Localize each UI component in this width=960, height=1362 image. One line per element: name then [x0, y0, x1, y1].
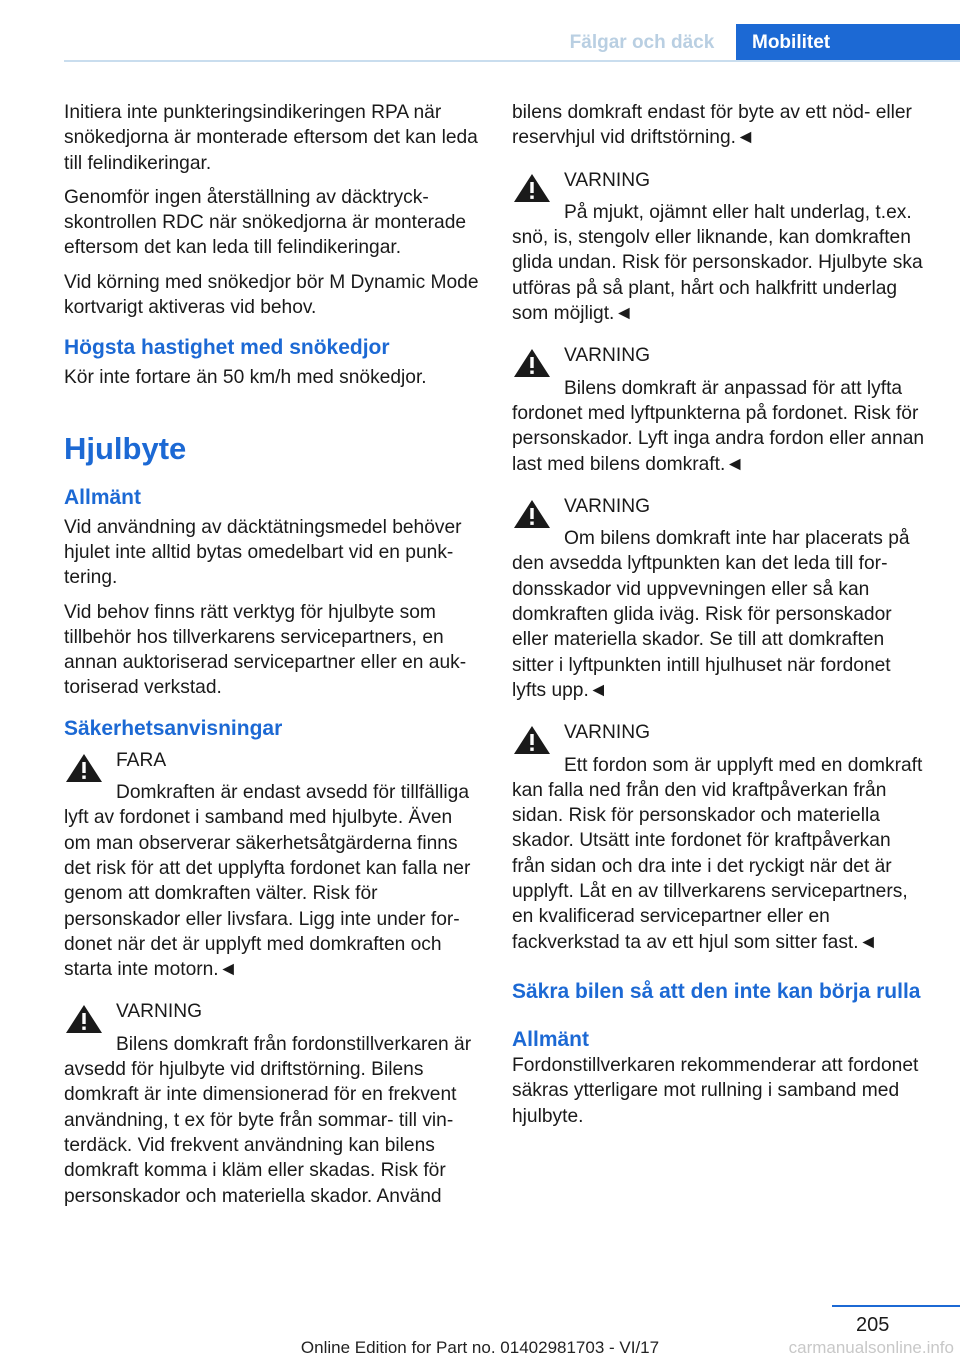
danger-text: Domkraften är endast avsedd för tillfälliga lyft av fordonet i samband med hjulbyte. Även om man observerar säkerhetsåtgärderna finns det risk för att det upplyfta fordonet kan falla ner genom att domkraften välter. Risk för personskador eller livsfara. Ligg inte under fordonet när det är upplyft med domkraften och starta inte motorn.◄ [64, 782, 471, 981]
warning-notice-1 [64, 999, 480, 1208]
warning-triangle-icon [512, 346, 552, 380]
footer-edition: Online Edition for Part no. 01402981703 - VI/17 [300, 1338, 660, 1357]
paragraph-max-speed: Kör inte fortare än 50 km/h med snökedjor. [64, 367, 427, 389]
warning-text-5: Ett fordon som är upplyft med en domkraft kan falla ned från den vid kraftpåverkan från sidan. Risk för personskador och materiella skador. Utsätt inte fordonet för kraftpåverkan från sidan och dra inte i det ryckigt när det är upplyft. Låt en av tillverkarens servicepartners, en kvalificerad servicepartner eller en fackverkstad ta av ett hjul som sitter fast.◄ [512, 754, 923, 953]
heading-max-speed: Högsta hastighet med snökedjor [64, 336, 390, 360]
warning-title-3: VARNING [564, 345, 650, 367]
paragraph-m-dynamic: Vid körning med snökedjor bör M Dynamic Mode kortvarigt aktiveras vid behov. [64, 271, 479, 319]
paragraph-continued: bilens domkraft endast för byte av ett nöd- eller reservhjul vid driftstörning.◄ [512, 102, 912, 149]
warning-triangle-icon [64, 1002, 104, 1036]
paragraph-general-2: Vid behov finns rätt verktyg för hjulbyte som tillbehör hos tillverkarens servicepartners, en annan auktoriserad servicepartner eller en auktoriserad verkstad. [64, 601, 467, 699]
warning-text-1: Bilens domkraft från fordonstillverkaren är avsedd för hjulbyte vid driftstörning. Bilens domkraft är inte dimensionerad för en frekvent användning, t ex för byte från sommar- till vinterdäck. Vid frekvent användning kan bilens domkraft komma i kläm eller skadas. Risk för personskador och materiella skador. Använd [64, 1033, 472, 1207]
warning-title-4: VARNING [564, 495, 650, 517]
watermark: carmanualsonline.info [788, 1338, 954, 1357]
paragraph-general-1: Vid användning av däcktätningsmedel behöver hjulet inte alltid bytas omedelbart vid en punktering. [64, 516, 462, 589]
warning-text-3: Bilens domkraft är anpassad för att lyfta fordonet med lyftpunkterna på fordonet. Risk för personskador. Lyft inga andra fordon eller annan last med bilens domkraft.◄ [512, 377, 925, 475]
warning-text-4: Om bilens domkraft inte har placerats på den avsedda lyftpunkten kan det leda till fordonsskador vid uppvevningen eller så kan domkraften glida iväg. Risk för personskador eller materiella skador. Se till att domkraften sitter i lyftpunkten intill hjulhuset när fordonet lyfts upp.◄ [512, 528, 910, 701]
paragraph-rpa: Initiera inte punkteringsindikeringen RPA när snökedjorna är monterade eftersom det kan leda till felindikeringar. [64, 102, 478, 174]
warning-notice-5 [512, 720, 928, 955]
warning-notice-4 [512, 494, 928, 703]
paragraph-rdc: Genomför ingen återställning av däcktryckskontrollen RDC när snökedjorna är monterade eftersom det kan leda till felindikeringar. [64, 186, 467, 259]
danger-notice [64, 748, 480, 983]
left-column [64, 100, 480, 1226]
header-divider [64, 60, 960, 62]
warning-triangle-icon [512, 171, 552, 205]
danger-title: FARA [116, 749, 167, 771]
right-column [512, 100, 928, 1138]
warning-title-1: VARNING [116, 1001, 202, 1023]
footer-divider [832, 1305, 960, 1307]
heading-secure-vehicle: Säkra bilen så att den inte kan börja rulla [512, 979, 921, 1003]
warning-title-5: VARNING [564, 722, 650, 744]
header-section-tab[interactable]: Fälgar och däck [569, 32, 715, 53]
warning-notice-2 [512, 168, 928, 327]
header-chapter-tab[interactable]: Mobilitet [736, 24, 960, 62]
page-number: 205 [856, 1314, 890, 1336]
warning-notice-3 [512, 343, 928, 476]
heading-general: Allmänt [64, 485, 142, 509]
warning-text-2: På mjukt, ojämnt eller halt underlag, t.ex. snö, is, stengolv eller liknande, kan domkraften glida undan. Risk för personskador. Hjulbyte ska utföras på så plant, hårt och halkfritt underlag som möjligt.◄ [512, 201, 923, 325]
heading-general-2: Allmänt [512, 1027, 590, 1051]
warning-triangle-icon [512, 723, 552, 757]
warning-triangle-icon [64, 751, 104, 785]
heading-safety: Säkerhetsanvisningar [64, 716, 283, 740]
paragraph-secure: Fordonstillverkaren rekommenderar att fordonet säkras ytterligare mot rullning i samband med hjulbyte. [512, 1054, 919, 1127]
warning-triangle-icon [512, 497, 552, 531]
warning-title-2: VARNING [564, 169, 650, 191]
heading-wheel-change: Hjulbyte [64, 430, 187, 466]
